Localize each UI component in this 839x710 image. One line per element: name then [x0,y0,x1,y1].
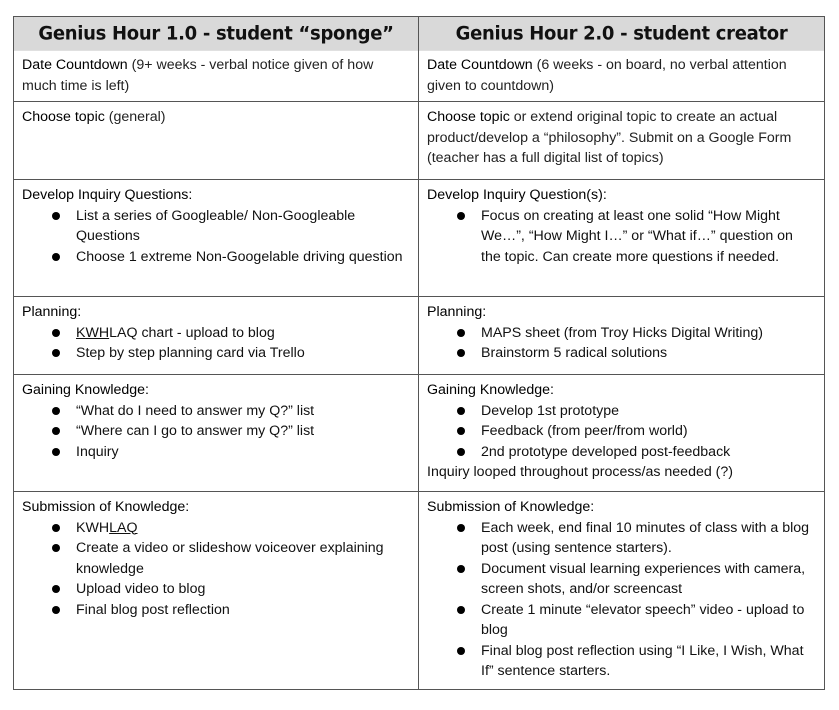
row-gaining-knowledge [14,375,825,492]
bullet-list [22,401,410,463]
cell-submission-2 [419,492,825,690]
note: (general) [104,109,166,125]
bullet-icon [457,349,465,357]
list-item [457,323,816,344]
bullet-list [427,401,816,463]
list-item-text: Develop 1st prototype [481,402,620,419]
list-item-text: Each week, end final 10 minutes of class with a blog post (using sentence starters). [481,519,810,556]
list-item [457,559,816,600]
bullet-list [427,206,816,268]
bullet-icon [457,407,465,415]
row-choose-topic [14,102,825,180]
list-item [52,518,410,539]
list-item-text: 2nd prototype developed post-feedback [481,443,731,460]
list-item-text: Feedback (from peer/from world) [481,423,688,439]
bullet-list [427,323,816,364]
bullet-icon [457,565,465,573]
bullet-icon [457,212,465,220]
list-item-text: Create a video or slideshow voiceover explaining knowledge [76,540,384,577]
list-item [457,401,816,422]
label: Gaining Knowledge: [427,382,554,398]
list-item [457,600,816,641]
list-item [52,343,410,364]
list-item-text: Document visual learning experiences with camera, screen shots, and/or screencast [481,560,806,597]
bullet-list [427,518,816,682]
list-item [52,538,410,579]
cell-topic-2 [419,102,825,180]
bullet-icon [52,524,60,532]
bullet-list [22,518,410,621]
list-item-text: Inquiry [76,443,119,460]
header-genius-hour-1: Genius Hour 1.0 - student “sponge” [14,16,419,51]
list-item-text: Upload video to blog [76,581,206,597]
bullet-icon [457,647,465,655]
bullet-icon [52,544,60,552]
list-item-text: Step by step planning card via Trello [76,345,305,361]
cell-planning-1 [14,297,419,375]
bullet-icon [52,585,60,593]
list-item [52,206,410,247]
list-item-text: “Where can I go to answer my Q?” list [76,423,315,439]
list-item [457,518,816,559]
bullet-icon [52,329,60,337]
cell-inquiry-2 [419,180,825,297]
list-item [52,421,410,442]
row-date-countdown [14,50,825,102]
underlined-text: LAQ [109,519,138,536]
bullet-icon [52,212,60,220]
list-item-text: Focus on creating at least one solid “How Might We…”, “How Might I…” or “What if…” question on the topic. Can create more questions if needed. [481,207,793,265]
bullet-icon [457,448,465,456]
bullet-icon [457,524,465,532]
list-item-text: Final blog post reflection using “I Like, I Wish, What If” sentence starters. [481,642,804,679]
list-item [457,442,816,463]
bullet-icon [52,349,60,357]
label: Choose topic [22,109,105,125]
list-item [457,421,816,442]
list-item [52,442,410,463]
label: Develop Inquiry Question(s): [427,187,607,203]
cell-topic-1 [14,102,419,180]
list-item-text: “What do I need to answer my Q?” list [76,402,315,419]
bullet-icon [457,606,465,614]
list-item-text: Create 1 minute “elevator speech” video - upload to blog [481,601,805,638]
list-item [52,579,410,600]
note: (9+ weeks - verbal notice given of how much time is left) [22,57,374,94]
bullet-list [22,323,410,364]
label: Submission of Knowledge: [427,499,595,515]
underlined-text: KWH [76,324,110,341]
inquiry-note: Inquiry looped throughout process/as needed (?) [427,464,734,480]
row-planning [14,297,825,375]
list-item-text: Final blog post reflection [76,601,230,618]
bullet-icon [52,407,60,415]
list-item-text: LAQ chart - upload to blog [109,324,275,341]
list-item [457,641,816,682]
bullet-list [22,206,410,268]
cell-planning-2 [419,297,825,375]
bullet-icon [52,448,60,456]
bullet-icon [52,253,60,261]
bullet-icon [457,329,465,337]
list-item-text: MAPS sheet (from Troy Hicks Digital Writing) [481,324,763,341]
row-inquiry-questions [14,180,825,297]
list-item [52,401,410,422]
note: (6 weeks - on board, no verbal attention given to countdown) [427,57,787,94]
header-row [14,17,825,50]
list-item [52,323,410,344]
cell-knowledge-1 [14,375,419,492]
list-item [52,600,410,621]
list-item-text: List a series of Googleable/ Non-Googleable Questions [76,207,356,244]
cell-submission-1 [14,492,419,690]
list-item-text: KWH [76,519,110,536]
label: Submission of Knowledge: [22,499,190,515]
bullet-icon [52,606,60,614]
cell-countdown-1 [14,50,419,102]
row-submission-of-knowledge [14,492,825,690]
label: Choose topic [427,109,510,125]
list-item [52,247,410,268]
cell-knowledge-2 [419,375,825,492]
cell-inquiry-1 [14,180,419,297]
label: Date Countdown [22,57,128,73]
list-item-text: Choose 1 extreme Non-Googelable driving question [76,248,403,265]
label: Date Countdown [427,57,533,73]
label: Planning: [427,304,487,320]
bullet-icon [457,427,465,435]
cell-countdown-2 [419,50,825,102]
label: Planning: [22,304,82,320]
note: or extend original topic to create an actual product/develop a “philosophy”. Submit on a Google Form (teacher has a full digital list of topics) [427,109,792,166]
list-item [457,206,816,268]
list-item [457,343,816,364]
comparison-table [13,16,825,690]
header-genius-hour-2: Genius Hour 2.0 - student creator [419,16,825,51]
label: Develop Inquiry Questions: [22,187,193,203]
label: Gaining Knowledge: [22,382,149,398]
list-item-text: Brainstorm 5 radical solutions [481,345,668,361]
bullet-icon [52,427,60,435]
